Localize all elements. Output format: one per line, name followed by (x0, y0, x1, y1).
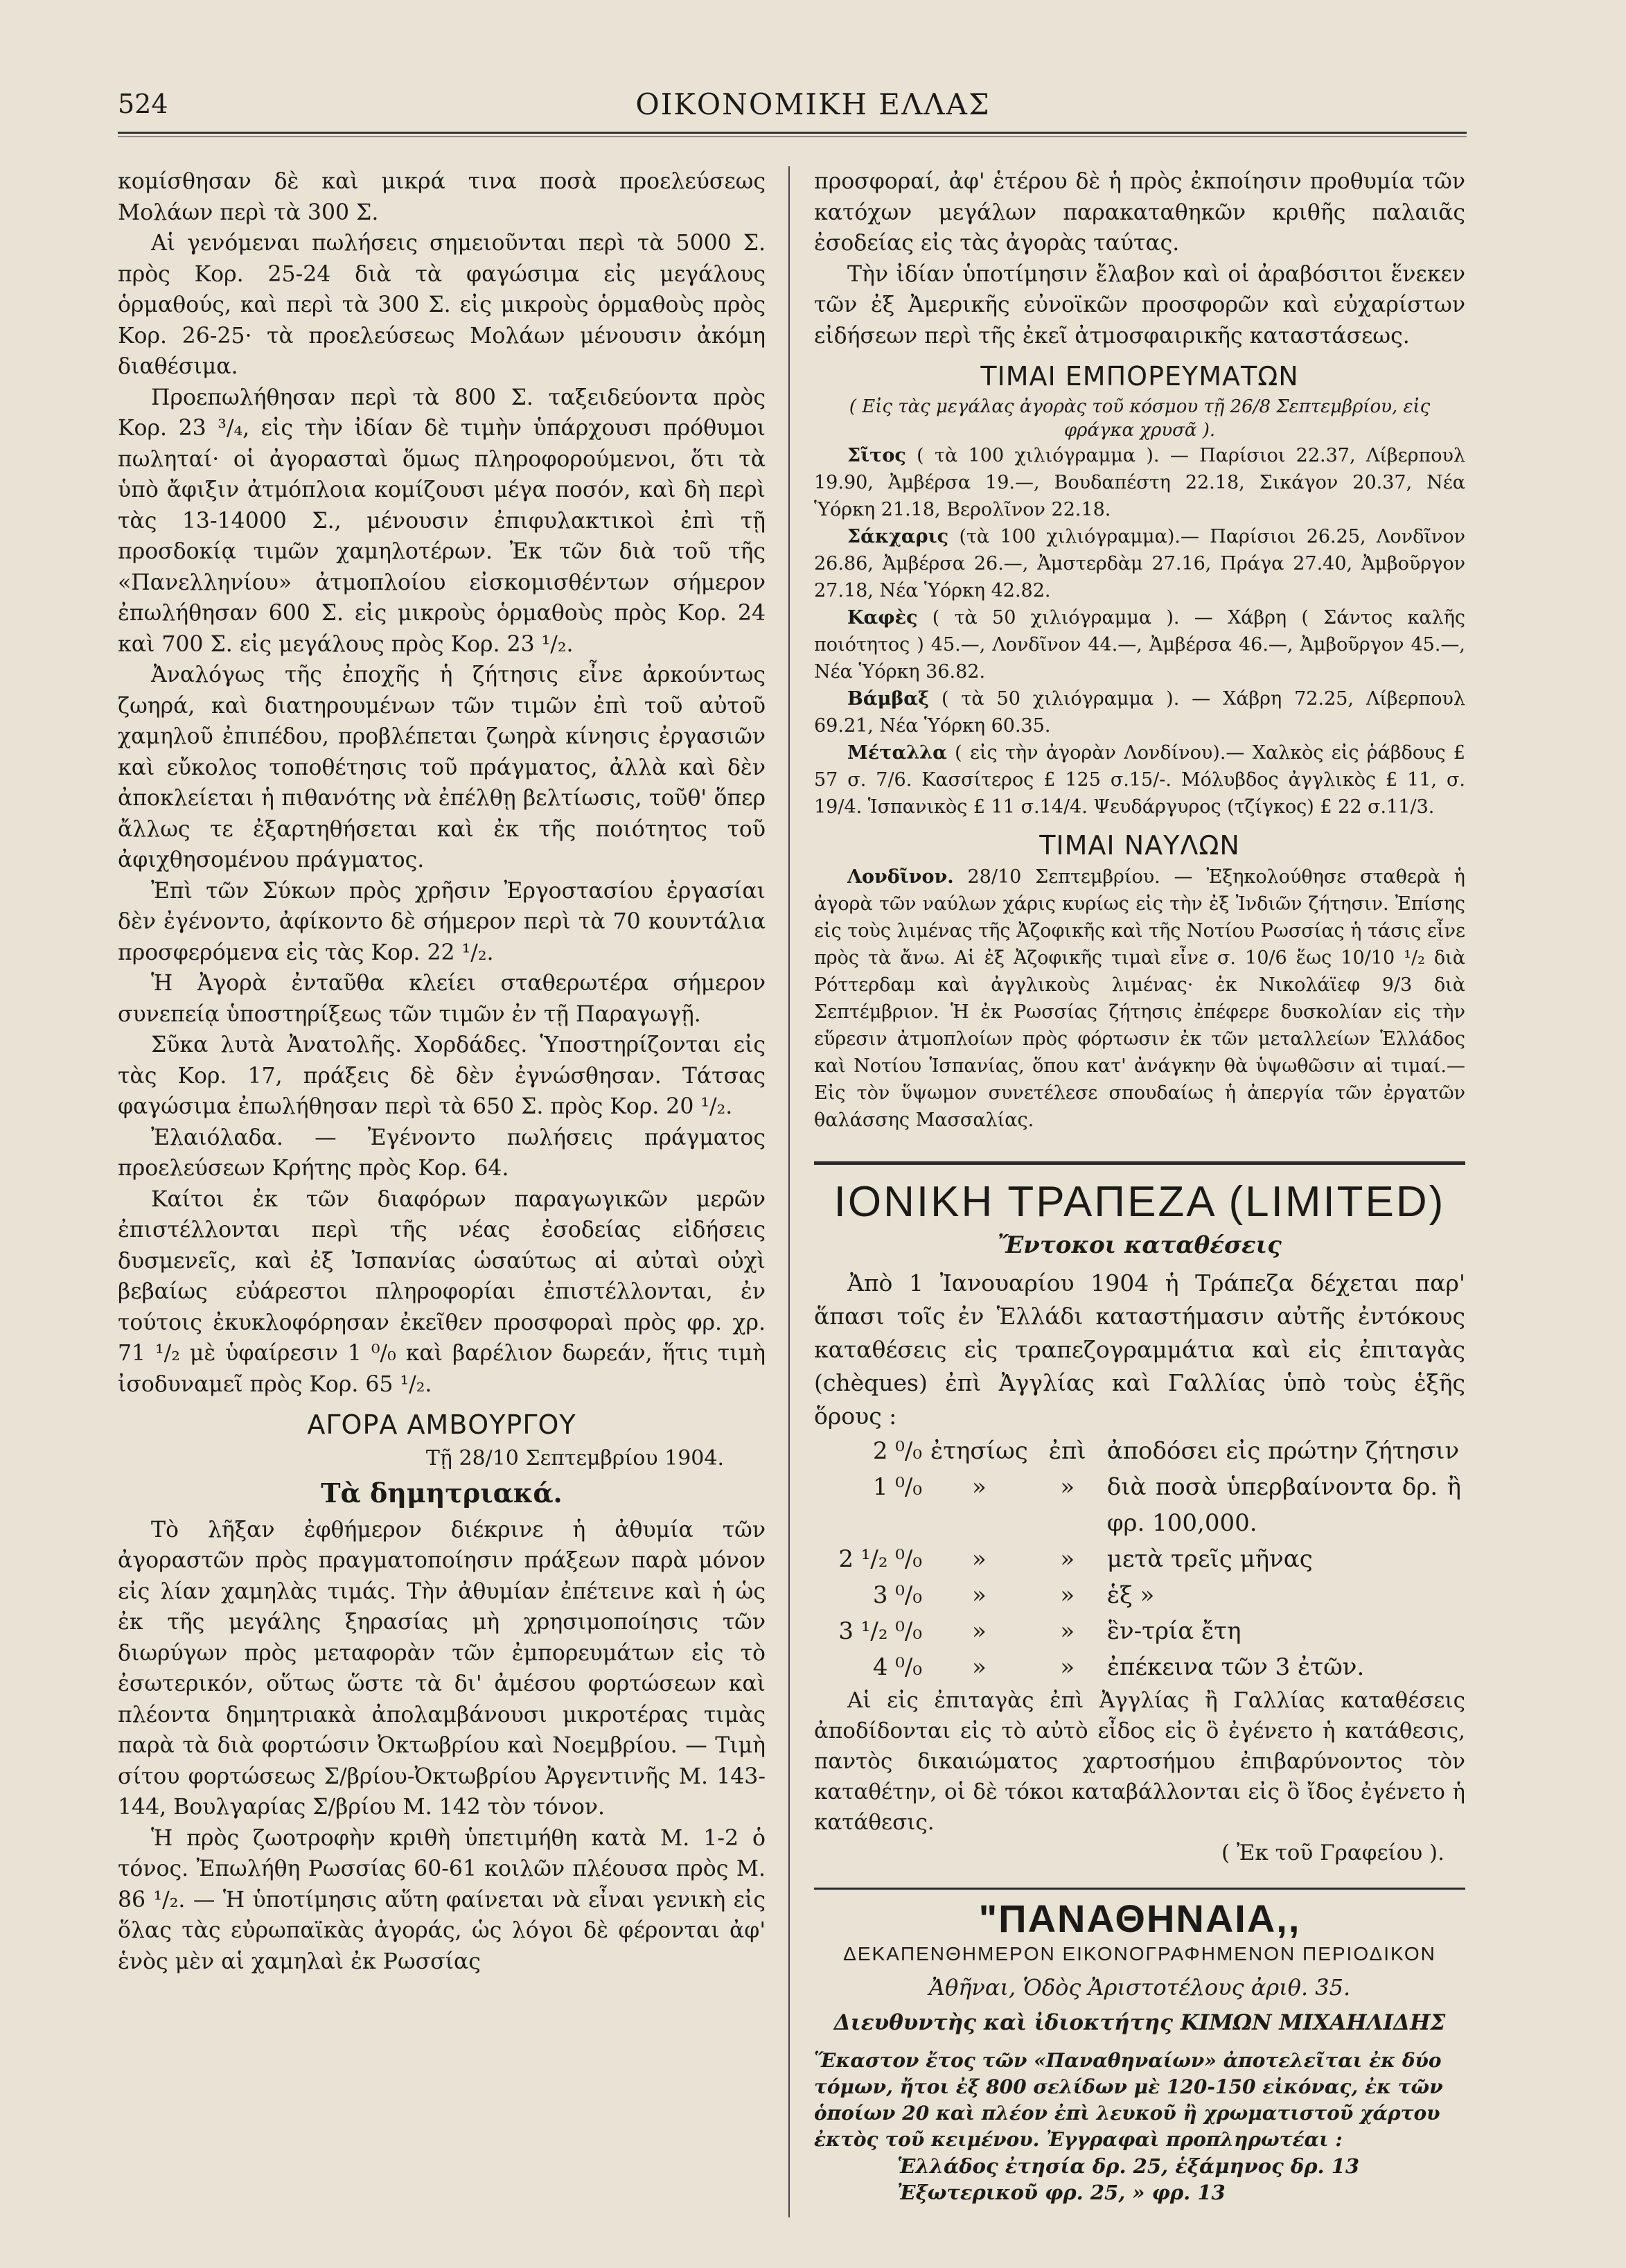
paragraph: Ἐπὶ τῶν Σύκων πρὸς χρῆσιν Ἐργοστασίου ἐργασίαι δὲν ἐγένοντο, ἀφίκοντο δὲ σήμερον περὶ τὰ 70 κουντάλια προσφερόμενα εἰς τὰς Κορ. 22 ¹/₂. (118, 878, 766, 965)
price-label: Σάκχαρις (847, 525, 949, 547)
paragraph: Ἡ πρὸς ζωοτροφὴν κριθὴ ὑπετιμήθη κατὰ Μ. 1-2 ὁ τόνος. Ἐπωλήθη Ρωσσίας 60-61 κοιλῶν πλέουσα πρὸς Μ. 86 ¹/₂. — Ἡ ὑποτίμησις αὕτη φαίνεται νὰ εἶναι γενικὴ εἰς ὅλας τὰς εὐρωπαϊκὰς ἀγοράς, ὡς λόγοι δὲ φέρονται ἀφ' ἑνὸς μὲν αἱ χαμηλαὶ ἐκ Ρωσσίας (118, 1825, 766, 1974)
panathinaia-director: Διευθυντὴς καὶ ἰδιοκτήτης ΚΙΜΩΝ ΜΙΧΑΗΛΙΔΗΣ (833, 2010, 1446, 2035)
panathinaia-title: "ΠΑΝΑΘΗΝΑΙΑ,, (978, 1897, 1301, 1940)
price-label: Σῖτος (847, 444, 906, 466)
paragraph: Καίτοι ἐκ τῶν διαφόρων παραγωγικῶν μερῶν ἐπιστέλλονται περὶ τῆς νέας ἐσοδείας εἰδήσεις δυσμενεῖς, καὶ ἐξ Ἰσπανίας ὡσαύτως αἱ αὐταὶ οὐχὶ βεβαίως εὐάρεστοι πληροφορίαι ἐπιστέλλονται, ἐν τούτοις ἐκυκλοφόρησαν ἐκεῖθεν προσφοραὶ πρὸς φρ. χρ. 71 ¹/₂ μὲ ὑφαίρεσιν 1 ⁰/₀ καὶ βαρέλιον δωρεάν, ἥτις τιμὴ ἰσοδυναμεῖ πρὸς Κορ. 65 ¹/₂. (118, 1186, 766, 1397)
table-row: 3 ¹/₂ ⁰/₀ » » ἓν-τρία ἔτη (838, 1617, 1241, 1645)
paragraph: Ἀναλόγως τῆς ἐποχῆς ἡ ζήτησις εἶνε ἀρκούντως ζωηρά, καὶ διατηρουμένων τῶν τιμῶν ἐπὶ τοῦ αὐτοῦ χαμηλοῦ ἐπιπέδου, προβλέπεται ζωηρὰ κίνησις ἐργασιῶν καὶ εὔκολος τοποθέτησις τοῦ πράγματος, ἀλλὰ καὶ δὲν ἀποκλείεται ἡ πιθανότης νὰ ἐπέλθῃ βελτίωσις, τοῦθ' ὅπερ ἄλλως τε ἐξαρτηθήσεται καὶ ἐκ τῆς ποιότητος τοῦ ἀφιχθησομένου πράγματος. (118, 662, 766, 872)
bank-outro: Αἱ εἰς ἐπιταγὰς ἐπὶ Ἀγγλίας ἢ Γαλλίας καταθέσεις ἀποδίδονται εἰς τὸ αὐτὸ εἶδος εἰς ὃ ἐγένετο ἡ κατάθεσις, παντὸς δικαιώματος χαρτοσήμου ἐπιβαρύνοντος τὸν καταθέτην, οἱ δὲ τόκοι καταβάλλονται εἰς ὃ ἴδος ἐγένετο ἡ κατάθεσις. (814, 1687, 1465, 1835)
freight-entry-london: Λονδῖνον. 28/10 Σεπτεμβρίου. — Ἐξηκολούθησε σταθερὰ ἡ ἀγορὰ τῶν ναύλων χάρις κυρίως εἰς τὴν ἐξ Ἰνδιῶν ζήτησιν. Ἐπίσης εἰς τοὺς λιμένας τῆς Ἀζοφικῆς καὶ τῆς Νοτίου Ρωσσίας ἡ τάσις εἶνε πρὸς τὰ ἄνω. Αἱ ἐξ Ἀζοφικῆς τιμαὶ εἶνε σ. 10/6 ἕως 10/10 ¹/₂ διὰ Ρόττερδαμ καὶ ἀγγλικοὺς λιμένας· ἐκ Νικολάϊεφ 9/3 διὰ Σεπτέμβριον. Ἡ ἐκ Ρωσσίας ζήτησις ἐπέφερε δυσκολίαν εἰς τὴν εὕρεσιν ἀτμοπλοίων πρὸς φόρτωσιν ἐκ τῶν μεταλλείων Ἑλλάδος καὶ Νοτίου Ἱσπανίας, ὅπου κατ' ἀνάγκην θὰ ὑψωθῶσιν αἱ τιμαί.— Εἰς τὸν ὕψωμον συνετέλεσε σπουδαίως ἡ ἀπεργία τῶν ἐργατῶν θαλάσσης Μασσαλίας. (814, 866, 1465, 1131)
paragraph: Σῦκα λυτὰ Ἀνατολῆς. Χορδάδες. Ὑποστηρίζονται εἰς τὰς Κορ. 17, πράξεις δὲ δὲν ἐγνώσθησαν. Τάτσας φαγώσιμα ἐπωλήθησαν περὶ τὰ 650 Σ. πρὸς Κορ. 20 ¹/₂. (118, 1032, 766, 1119)
bank-title: ΙΟΝΙΚΗ ΤΡΑΠΕΖΑ (LIMITED) (833, 1178, 1446, 1226)
right-column (814, 166, 1465, 2206)
section-heading-prices: ΤΙΜΑΙ ΕΜΠΟΡΕΥΜΑΤΩΝ (980, 361, 1299, 392)
panathinaia-advertisement (814, 1888, 1465, 2206)
bank-subtitle: Ἔντοκοι καταθέσεις (998, 1231, 1282, 1259)
panathinaia-address: Ἀθῆναι, Ὁδὸς Ἀριστοτέλους ἀριθ. 35. (928, 1974, 1351, 2001)
paragraph: προσφοραί, ἀφ' ἑτέρου δὲ ἡ πρὸς ἐκποίησιν προθυμία τῶν κατόχων μεγάλων παρακαταθηκῶν κριθῆς παλαιᾶς ἐσοδείας εἰς τὰς ἀγορὰς ταύτας. (814, 169, 1465, 256)
subheading-grain: Τὰ δημητριακά. (321, 1477, 563, 1509)
price-entry-wheat: Σῖτος ( τὰ 100 χιλιόγραμμα ). — Παρίσιοι 22.37, Λίβερπουλ 19.90, Ἀμβέρσα 19.—, Βουδαπέστη 22.18, Σικάγον 20.37, Νέα Ὑόρκη 21.18, Βερολῖνον 22.18. (814, 444, 1465, 520)
price-label: Βάμβαξ (847, 687, 930, 710)
paragraph: Ἐλαιόλαδα. — Ἐγένοντο πωλήσεις πράγματος προελεύσεων Κρήτης πρὸς Κορ. 64. (118, 1125, 766, 1181)
bank-advertisement (814, 1161, 1465, 1868)
freight-label: Λονδῖνον. (847, 866, 954, 888)
bank-source: ( Ἐκ τοῦ Γραφείου ). (1221, 1840, 1444, 1865)
bank-intro: Ἀπὸ 1 Ἰανουαρίου 1904 ἡ Τράπεζα δέχεται παρ' ἅπασι τοῖς ἐν Ἑλλάδι καταστήμασιν αὐτῆς ἐντόκους καταθέσεις εἰς τραπεζογραμμάτια καὶ εἰς ἐπιταγὰς (chèques) ἐπὶ Ἀγγλίας καὶ Γαλλίας ὑπὸ τοὺς ἑξῆς ὅρους : (814, 1269, 1465, 1430)
panathinaia-subtitle: ΔΕΚΑΠΕΝΘΗΜΕΡΟΝ ΕΙΚΟΝΟΓΡΑΦΗΜΕΝΟΝ ΠΕΡΙΟΔΙΚΟΝ (843, 1942, 1436, 1964)
running-title: ΟΙΚΟΝΟΜΙΚΗ ΕΛΛΑΣ (635, 87, 991, 121)
section-heading-freight: ΤΙΜΑΙ ΝΑΥΛΩΝ (1039, 829, 1240, 861)
paragraph: Τὴν ἰδίαν ὑποτίμησιν ἔλαβον καὶ οἱ ἀραβόσιτοι ἕνεκεν τῶν ἐξ Ἀμερικῆς εὐνοϊκῶν προσφορῶν καὶ εὐχαρίστων εἰδήσεων περὶ τῆς ἐκεῖ ἀτμοσφαιρικῆς καταστάσεως. (814, 261, 1465, 349)
table-row: 1 ⁰/₀ » » διὰ ποσὰ ὑπερβαίνοντα δρ. ἢ φρ. 100,000. (872, 1473, 1461, 1537)
price-entry-coffee: Καφὲς ( τὰ 50 χιλιόγραμμα ). — Χάβρη ( Σάντος καλῆς ποιότητος ) 45.—, Λονδῖνον 44.—, Ἀμβέρσα 46.—, Ἀμβοῦργον 45.—, Νέα Ὑόρκη 36.82. (814, 606, 1465, 683)
paragraph: Ἡ Ἀγορὰ ἐνταῦθα κλείει σταθερωτέρα σήμερον συνεπείᾳ ὑποστηρίξεως τῶν τιμῶν ἐν τῇ Παραγωγῇ. (118, 971, 766, 1027)
left-column (118, 166, 766, 1977)
paragraph: Τὸ λῆξαν ἐφθήμερον διέκρινε ἡ ἀθυμία τῶν ἀγοραστῶν πρὸς πραγματοποίησιν πράξεων παρὰ μόνον εἰς λίαν χαμηλὰς τιμάς. Τὴν ἀθυμίαν ἐπέτεινε καὶ ἡ ὡς ἐκ τῆς μεγάλης ξηρασίας μὴ χρησιμοποίησις τῶν διωρύγων πρὸς μεταφορὰν τῶν ἐμπορευμάτων εἰς τὸ ἐσωτερικόν, οὕτως ὥστε τὰ δι' ἀμέσου φορτώσεων καὶ πλέοντα δημητριακὰ ἀπολαμβάνουσι μικροτέρας τιμὰς παρὰ τὰ διὰ φορτώσιν Ὀκτωβρίου καὶ Νοεμβρίου. — Τιμὴ σίτου φορτώσεως Σ/βρίου-Ὀκτωβρίου Ἀργεντινῆς Μ. 143-144, Βουλγαρίας Σ/βρίου Μ. 142 τὸν τόνον. (118, 1517, 766, 1820)
prices-note: ( Εἰς τὰς μεγάλας ἀγορὰς τοῦ κόσμου τῇ 26/8 Σεπτεμβρίου, εἰς φράγκα χρυσᾶ ). (849, 396, 1431, 441)
interest-rates-table (814, 1433, 1465, 1685)
column-divider (788, 166, 790, 2217)
price-entry-cotton: Βάμβαξ ( τὰ 50 χιλιόγραμμα ). — Χάβρη 72.25, Λίβερπουλ 69.21, Νέα Ὑόρκη 60.35. (814, 687, 1465, 737)
paragraph: κομίσθησαν δὲ καὶ μικρά τινα ποσὰ προελεύσεως Μολάων περὶ τὰ 300 Σ. (118, 169, 766, 225)
page-number: 524 (118, 89, 168, 119)
table-row: 3 ⁰/₀ » » ἑξ » (872, 1581, 1155, 1609)
price-entry-metals: Μέταλλα ( εἰς τὴν ἀγορὰν Λονδίνου).— Χαλκὸς εἰς ῥάβδους £ 57 σ. 7/6. Κασσίτερος £ 125 σ.15/-. Μόλυβδος ἀγγλικὸς £ 11, σ. 19/4. Ἱσπανικὸς £ 11 σ.14/4. Ψευδάργυρος (τζίγκος) £ 22 σ.11/3. (814, 741, 1465, 818)
price-entry-sugar: Σάκχαρις (τὰ 100 χιλιόγραμμα).— Παρίσιοι 26.25, Λονδῖνον 26.86, Ἀμβέρσα 26.—, Ἀμστερδὰμ 27.16, Πράγα 27.40, Ἀμβοῦργον 27.18, Νέα Ὑόρκη 42.82. (814, 525, 1465, 601)
price-label: Μέταλλα (847, 741, 947, 764)
price-label: Καφὲς (847, 606, 918, 628)
panathinaia-description: Ἕκαστον ἔτος τῶν «Παναθηναίων» ἀποτελεῖται ἐκ δύο τόμων, ἤτοι ἐξ 800 σελίδων μὲ 120-150 εἰκόνας, ἐκ τῶν ὁποίων 20 καὶ πλέον ἐπὶ λευκοῦ ἢ χρωματιστοῦ χάρτου ἐκτὸς τοῦ κειμένου. Ἐγγραφαὶ προπληρωτέαι : (814, 2049, 1443, 2151)
paragraph: Προεπωλήθησαν περὶ τὰ 800 Σ. ταξειδεύοντα πρὸς Κορ. 23 ³/₄, εἰς τὴν ἰδίαν δὲ τιμὴν ὑπάρχουσι πρόθυμοι πωληταί· οἱ ἀγορασταὶ ὅμως πληροφορούμενοι, ὅτι τὰ ὑπὸ ἄφιξιν ἀτμόπλοια κομίζουσι μέγα ποσόν, καὶ δὴ περὶ τὰς 13-14000 Σ., μένουσιν ἐπιφυλακτικοὶ ἐπὶ τῇ προσδοκίᾳ τιμῶν χαμηλοτέρων. Ἐκ τῶν διὰ τοῦ τῆς «Πανελληνίου» ἀτμοπλοίου εἰσκομισθέντων σήμερον ἐπωλήθησαν 600 Σ. εἰς μικροὺς ὁρμαθοὺς πρὸς Κορ. 24 καὶ 700 Σ. εἰς μεγάλους πρὸς Κορ. 23 ¹/₂. (118, 385, 766, 657)
subscription-foreign: Ἐξωτερικοῦ φρ. 25, » φρ. 13 (897, 2181, 1226, 2204)
paragraph: Αἱ γενόμεναι πωλήσεις σημειοῦνται περὶ τὰ 5000 Σ. πρὸς Κορ. 25-24 διὰ τὰ φαγώσιμα εἰς μεγάλους ὁρμαθούς, καὶ περὶ τὰ 300 Σ. εἰς μικροὺς ὁρμαθοὺς πρὸς Κορ. 26-25· τὰ προελεύσεως Μολάων μένουσιν ἀκόμη διαθέσιμα. (118, 231, 766, 379)
dateline: Τῇ 28/10 Σεπτεμβρίου 1904. (425, 1445, 724, 1470)
section-heading-hamburg: ΑΓΟΡΑ ΑΜΒΟΥΡΓΟΥ (307, 1409, 576, 1440)
table-row: 4 ⁰/₀ » » ἐπέκεινα τῶν 3 ἐτῶν. (872, 1653, 1365, 1681)
table-row: 2 ⁰/₀ ἐτησίως ἐπὶ ἀποδόσει εἰς πρώτην ζήτησιν (872, 1436, 1460, 1465)
header-rule (118, 132, 1467, 137)
table-row: 2 ¹/₂ ⁰/₀ » » μετὰ τρεῖς μῆνας (838, 1545, 1313, 1573)
subscription-domestic: Ἑλλάδος ἐτησία δρ. 25, ἑξάμηνος δρ. 13 (897, 2154, 1360, 2178)
